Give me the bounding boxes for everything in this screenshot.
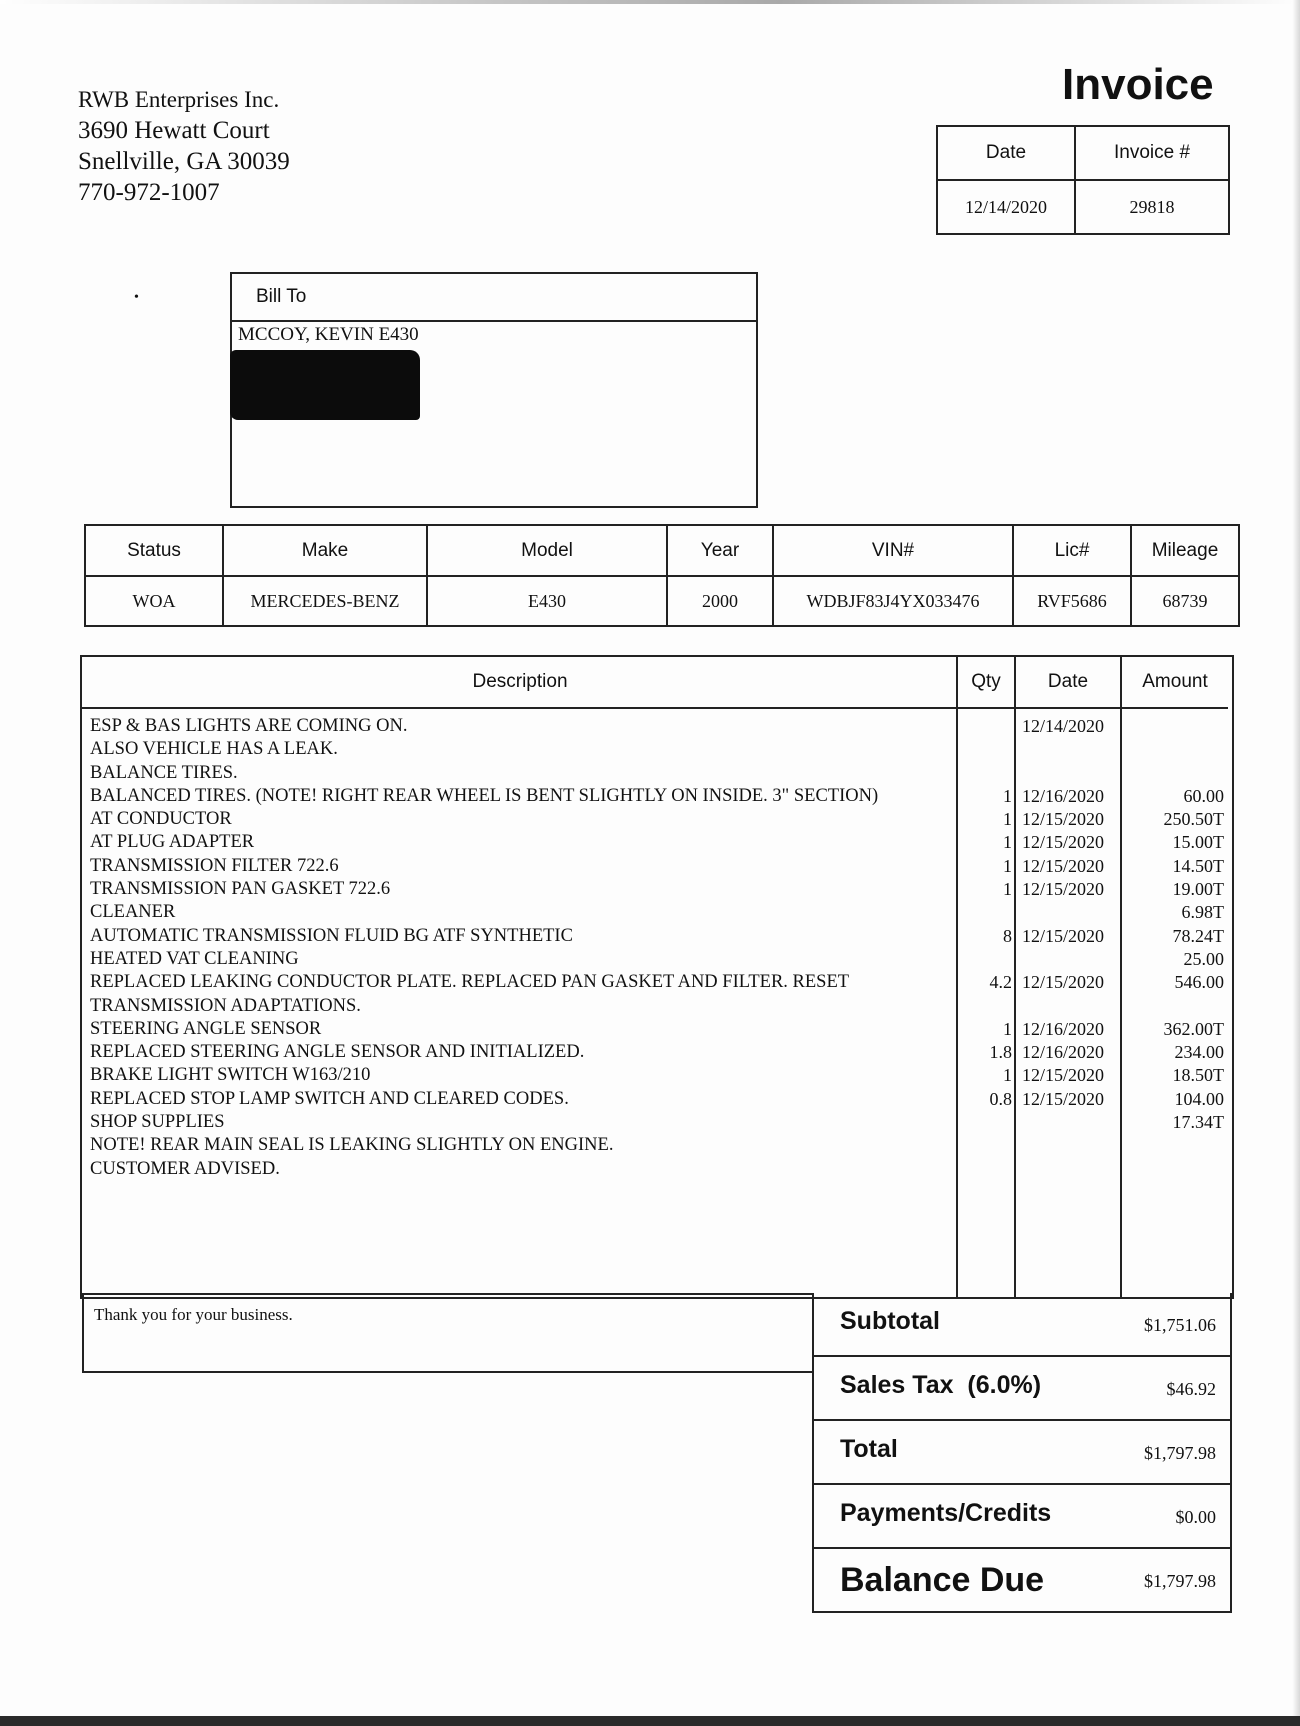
vehicle-header-cell: Model	[427, 525, 667, 576]
redacted-address	[230, 350, 420, 420]
item-qty: 1.8	[989, 1042, 1012, 1063]
company-address-line1: 3690 Hewatt Court	[78, 117, 270, 144]
item-date: 12/15/2020	[1022, 972, 1105, 993]
item-amount: 250.50T	[1163, 809, 1224, 830]
company-address-line2: Snellville, GA 30039	[78, 148, 290, 175]
item-date: 12/15/2020	[1022, 809, 1105, 830]
item-description: ALSO VEHICLE HAS A LEAK.	[90, 739, 338, 760]
item-date	[1022, 738, 1132, 761]
date-column	[1022, 715, 1132, 1181]
item-qty: 1	[1003, 879, 1012, 900]
scan-edge-right	[1292, 0, 1300, 1726]
scan-edge-top	[0, 0, 1300, 4]
item-qty: 0.8	[989, 1088, 1012, 1109]
vehicle-value-cell: E430	[427, 576, 667, 626]
bill-to-label: Bill To	[232, 274, 756, 322]
item-amount	[1142, 715, 1224, 738]
item-date: 12/15/2020	[1022, 925, 1105, 946]
item-description: STEERING ANGLE SENSOR	[90, 1018, 322, 1039]
col-header-description: Description	[82, 657, 958, 709]
balance-label: Balance Due	[840, 1561, 1045, 1599]
vehicle-value-cell: WOA	[85, 576, 223, 626]
item-qty	[962, 901, 1012, 924]
item-date: 12/16/2020	[1022, 785, 1105, 806]
item-description: SHOP SUPPLIES	[90, 1112, 225, 1133]
item-description: NOTE! REAR MAIN SEAL IS LEAKING SLIGHTLY ON ENGINE.	[90, 1135, 614, 1156]
item-description: HEATED VAT CLEANING	[90, 948, 299, 969]
stray-mark: •	[134, 290, 139, 305]
invoice-header-table	[936, 125, 1230, 235]
line-items-table	[80, 655, 1234, 1299]
company-name: RWB Enterprises Inc.	[78, 87, 280, 112]
total-row	[814, 1421, 1232, 1485]
item-amount: 18.50T	[1172, 1065, 1224, 1086]
vehicle-value-cell: 68739	[1131, 576, 1239, 626]
item-amount: 78.24T	[1172, 925, 1224, 946]
vehicle-value-cell: WDBJF83J4YX033476	[773, 576, 1013, 626]
vehicle-header-cell: Lic#	[1013, 525, 1131, 576]
item-date: 12/15/2020	[1022, 1065, 1105, 1086]
description-column	[90, 715, 878, 1181]
item-amount: 234.00	[1174, 1042, 1224, 1063]
item-date	[1022, 995, 1132, 1018]
subtotal-row	[814, 1293, 1232, 1357]
item-qty	[962, 738, 1012, 761]
totals-box	[812, 1293, 1232, 1613]
item-amount: 25.00	[1183, 948, 1224, 969]
item-amount	[1142, 1158, 1224, 1181]
total-label: Total	[840, 1435, 898, 1463]
qty-column	[962, 715, 1012, 1181]
item-date	[1022, 1111, 1132, 1134]
vehicle-header-cell: Mileage	[1131, 525, 1239, 576]
item-qty: 1	[1003, 785, 1012, 806]
scan-edge-bottom	[0, 1716, 1300, 1726]
item-description: AUTOMATIC TRANSMISSION FLUID BG ATF SYNTHETIC	[90, 925, 573, 946]
col-header-date: Date	[1016, 657, 1120, 709]
vehicle-header-cell: VIN#	[773, 525, 1013, 576]
item-date	[1022, 1158, 1132, 1181]
item-date	[1022, 901, 1132, 924]
item-date: 12/14/2020	[1022, 716, 1105, 736]
vehicle-header-cell: Make	[223, 525, 427, 576]
vehicle-value-cell: 2000	[667, 576, 773, 626]
col-divider	[956, 657, 958, 1297]
item-amount	[1142, 1134, 1224, 1157]
item-amount: 6.98T	[1181, 902, 1224, 923]
item-date	[1022, 762, 1132, 785]
item-description: REPLACED STOP LAMP SWITCH AND CLEARED CODES.	[90, 1088, 569, 1109]
item-description: TRANSMISSION PAN GASKET 722.6	[90, 879, 391, 900]
item-qty	[962, 715, 1012, 738]
item-amount: 546.00	[1174, 972, 1224, 993]
item-qty	[962, 995, 1012, 1018]
tax-value: $46.92	[1166, 1379, 1216, 1399]
bill-to-box	[230, 272, 758, 508]
bill-to-name: MCCOY, KEVIN E430	[238, 324, 419, 345]
item-amount: 104.00	[1174, 1088, 1224, 1109]
vehicle-header-cell: Status	[85, 525, 223, 576]
item-qty	[962, 1158, 1012, 1181]
footer-message-box	[82, 1293, 814, 1373]
item-qty: 1	[1003, 1018, 1012, 1039]
vehicle-header-cell: Year	[667, 525, 773, 576]
item-description: AT PLUG ADAPTER	[90, 832, 255, 853]
invoice-date-label: Date	[937, 126, 1075, 180]
payments-value: $0.00	[1175, 1507, 1216, 1527]
item-amount	[1142, 995, 1224, 1018]
item-amount	[1142, 738, 1224, 761]
invoice-number: 29818	[1075, 180, 1229, 234]
item-description: TRANSMISSION ADAPTATIONS.	[90, 995, 361, 1016]
item-date: 12/15/2020	[1022, 879, 1105, 900]
item-amount: 15.00T	[1172, 832, 1224, 853]
item-description: REPLACED STEERING ANGLE SENSOR AND INITIALIZED.	[90, 1042, 585, 1063]
item-description: AT CONDUCTOR	[90, 809, 232, 830]
col-divider	[1014, 657, 1016, 1297]
item-qty: 1	[1003, 1065, 1012, 1086]
item-qty: 1	[1003, 809, 1012, 830]
item-qty	[962, 1111, 1012, 1134]
amount-column	[1142, 715, 1224, 1181]
item-date: 12/15/2020	[1022, 855, 1105, 876]
item-date	[1022, 948, 1132, 971]
item-date: 12/16/2020	[1022, 1042, 1105, 1063]
payments-row	[814, 1485, 1232, 1549]
item-description: CLEANER	[90, 902, 176, 923]
item-amount	[1142, 762, 1224, 785]
invoice-number-label: Invoice #	[1075, 126, 1229, 180]
vehicle-table	[84, 524, 1240, 627]
tax-label: Sales Tax (6.0%)	[840, 1371, 1042, 1399]
item-qty	[962, 1134, 1012, 1157]
tax-row	[814, 1357, 1232, 1421]
item-amount: 14.50T	[1172, 855, 1224, 876]
item-date: 12/15/2020	[1022, 1088, 1105, 1109]
item-qty: 1	[1003, 855, 1012, 876]
item-description: ESP & BAS LIGHTS ARE COMING ON.	[90, 716, 408, 736]
vehicle-value-cell: MERCEDES-BENZ	[223, 576, 427, 626]
item-description: TRANSMISSION FILTER 722.6	[90, 855, 339, 876]
item-date: 12/15/2020	[1022, 832, 1105, 853]
company-info	[78, 84, 290, 208]
balance-value: $1,797.98	[1144, 1571, 1216, 1591]
vehicle-value-cell: RVF5686	[1013, 576, 1131, 626]
item-qty: 1	[1003, 832, 1012, 853]
item-qty: 8	[1003, 925, 1012, 946]
balance-row	[814, 1549, 1232, 1613]
payments-label: Payments/Credits	[840, 1499, 1052, 1527]
item-amount: 362.00T	[1163, 1018, 1224, 1039]
col-header-qty: Qty	[958, 657, 1014, 709]
item-description: BALANCED TIRES. (NOTE! RIGHT REAR WHEEL IS BENT SLIGHTLY ON INSIDE. 3" SECTION)	[90, 785, 879, 806]
item-amount: 60.00	[1183, 785, 1224, 806]
item-description: REPLACED LEAKING CONDUCTOR PLATE. REPLACED PAN GASKET AND FILTER. RESET	[90, 972, 850, 993]
footer-message: Thank you for your business.	[94, 1305, 293, 1324]
subtotal-value: $1,751.06	[1144, 1315, 1216, 1335]
item-description: BALANCE TIRES.	[90, 762, 238, 783]
col-header-amount: Amount	[1122, 657, 1228, 709]
item-date	[1022, 1134, 1132, 1157]
item-amount: 17.34T	[1172, 1112, 1224, 1133]
item-qty	[962, 948, 1012, 971]
item-amount: 19.00T	[1172, 879, 1224, 900]
item-description: BRAKE LIGHT SWITCH W163/210	[90, 1065, 371, 1086]
subtotal-label: Subtotal	[840, 1307, 940, 1335]
document-title: Invoice	[1062, 60, 1214, 109]
item-date: 12/16/2020	[1022, 1018, 1105, 1039]
item-qty	[962, 762, 1012, 785]
item-description: CUSTOMER ADVISED.	[90, 1158, 280, 1179]
invoice-date: 12/14/2020	[937, 180, 1075, 234]
company-phone: 770-972-1007	[78, 179, 220, 206]
total-value: $1,797.98	[1144, 1443, 1216, 1463]
item-qty: 4.2	[989, 972, 1012, 993]
